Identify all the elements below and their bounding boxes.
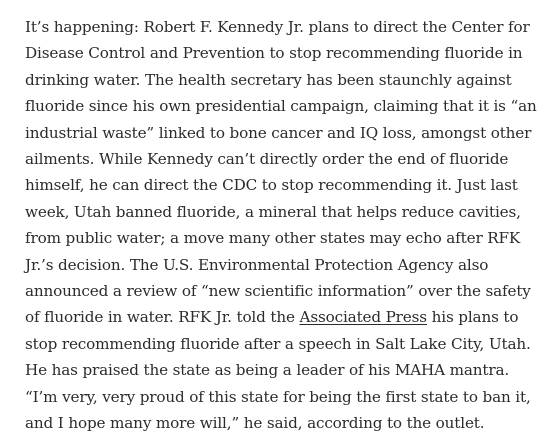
article-paragraph bbox=[25, 14, 545, 437]
paragraph-text-after-link: his plans to stop recommending fluoride after a speech in Salt Lake City, Utah. He has praised the state as being a leader of his MAHA mantra. “I’m very, very proud of this state for being the first state to ban it, and I hope many more will,” he said, according to the outlet. bbox=[25, 308, 531, 433]
paragraph-text-before-link: It’s happening: Robert F. Kennedy Jr. plans to direct the Center for Disease Control and Prevention to stop recommending fluoride in drinking water. The health secretary has been staunchly against fluoride since his own presidential campaign, claiming that it is “an industrial waste” linked to bone cancer and IQ loss, amongst other ailments. While Kennedy can’t directly order the end of fluoride himself, he can direct the CDC to stop recommending it. Just last week, Utah banned fluoride, a mineral that helps reduce cavities, from public water; a move many other states may echo after RFK Jr.’s decision. The U.S. Environmental Protection Agency also announced a review of “new scientific information” over the safety of fluoride in water. RFK Jr. told the bbox=[25, 18, 537, 327]
associated-press-link[interactable]: Associated Press bbox=[299, 308, 427, 327]
